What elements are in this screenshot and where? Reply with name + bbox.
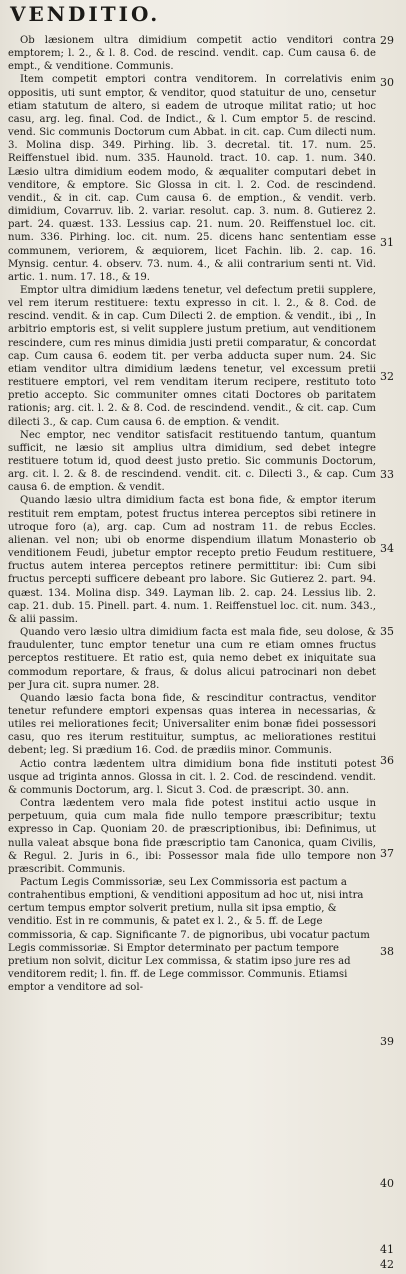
paragraph: Quando vero læsio ultra dimidium facta est mala fide, seu dolose, & fraudulenter, tunc emptor tenetur una cum re etiam omnes fructus perceptos restituere. Et ratio est, quia nemo debet ex iniquitate sua commodum reportare, & fraus, & dolus alicui patrocinari non debet per Jura cit. supra numer. 28. — [8, 627, 376, 691]
paragraph: Actio contra lædentem ultra dimidium bona fide instituti potest usque ad triginta annos. Glossa in cit. l. 2. Cod. de rescindend. vendit. & communis Doctorum, arg. l. Sicut 3. Cod. de præscript. 30. ann. — [8, 758, 376, 796]
paragraph: Ob læsionem ultra dimidium competit actio venditori contra emptorem; l. 2., & l. 8. Cod. de rescind. vendit. cap. Cum causa 6. de empt., & venditione. Communis. — [8, 35, 376, 73]
margin-number: 42 — [380, 1258, 394, 1271]
margin-number: 29 — [380, 34, 394, 47]
paragraph: Nec emptor, nec venditor satisfacit restituendo tantum, quantum sufficit, ne læsio sit amplius ultra dimidium, sed debet integre restituere totum id, quod deest justo pretio. Sic communis Doctorum, arg. cit. l. 2. & 8. de rescindend. vendit. cit. c. Dilecti 3., & cap. Cum causa 6. de emption. & vendit. — [8, 429, 376, 494]
body-text — [8, 34, 376, 994]
margin-number: 39 — [380, 1035, 394, 1048]
paragraph: Quando læsio ultra dimidium facta est bona fide, & emptor iterum restituit rem emptam, potest fructus interea perceptos sibi retinere in utroque foro (a), arg. cap. Cum ad nostram 11. de rebus Eccles. alienan. vel non; ubi ob enorme dispendium illatum Monasterio ob venditionem Feudi, jubetur emptor recepto pretio Feudum restituere, fructus autem interea perceptos retinere permittitur: ibi: Cum sibi fructus percepti sufficere debeant pro labore. Sic Gutierez 2. part. 94. quæst. 134. Molina disp. 349. Layman lib. 2. cap. 24. Lessius lib. 2. cap. 21. dub. 15. Pinell. part. 4. num. 1. Reiffenstuel loc. cit. num. 343., & alii passim. — [8, 495, 376, 625]
paragraph: Item competit emptori contra venditorem. In correlativis enim oppositis, uti sunt emptor, & venditor, quod statuitur de uno, censetur etiam statutum de altero, si eadem de utroque militat ratio; ut hoc casu, arg. leg. final. Cod. de Indict., & l. Cum emptor 5. de rescind. vend. Sic communis Doctorum cum Abbat. in cit. cap. Cum dilecti num. 3. Molina disp. 349. Pirhing. lib. 3. decretal. tit. 17. num. 25. Reiffenstuel ibid. num. 335. Haunold. tract. 10. cap. 1. num. 340. Læsio ultra dimidium eodem modo, & æqualiter computari debet in venditore, & emptore. Sic Glossa in cit. l. 2. Cod. de rescindend. vendit., & in cit. cap. Cum causa 6. de emption., & vendit. verb. dimidium, Covarruv. lib. 2. variar. resolut. cap. 3. num. 8. Gutierez 2. part. 24. quæst. 133. Lessius cap. 21. num. 20. Reiffenstuel loc. cit. num. 336. Pirhing. loc. cit. num. 25. dicens hanc sententiam esse communem, veriorem, & æquiorem, licet Fachin. lib. 2. cap. 16. Mynsig. centur. 4. observ. 73. num. 4., & alii contrarium senti nt. Vid. artic. 1. num. 17. 18., & 19. — [8, 74, 376, 283]
margin-number: 31 — [380, 236, 394, 249]
margin-number: 35 — [380, 625, 394, 638]
margin-number: 34 — [380, 542, 394, 555]
paragraph: Pactum Legis Commissoriæ, seu Lex Commissoria est pactum a contrahentibus emptioni, & venditioni appositum ad hoc ut, nisi intra certum tempus emptor solverit pretium, nulla sit ipsa emptio, & venditio. Est in re communis, & patet ex l. 2., & 5. ff. de Lege commissoria, & cap. Significante 7. de pignoribus, ubi vocatur pactum Legis commissoriæ. Si Emptor determinato per pactum tempore pretium non solvit, dicitur Lex commissa, & statim ipso jure res ad venditorem redit; l. fin. ff. de Lege commissor. Communis. Etiamsi emptor a venditore ad sol- — [8, 877, 370, 994]
margin-number: 32 — [380, 370, 394, 383]
paragraph: Contra lædentem vero mala fide potest institui actio usque in perpetuum, quia cum mala fide nullo tempore præscribitur; textu expresso in Cap. Quoniam 20. de præscriptionibus, ibi: Definimus, ut nulla valeat absque bona fide præscriptio tam Canonica, quam Civilis, & Regul. 2. Juris in 6., ibi: Possessor mala fide ullo tempore non præscribit. Communis. — [8, 798, 376, 875]
margin-number: 30 — [380, 76, 394, 89]
margin-number: 36 — [380, 754, 394, 767]
margin-number: 33 — [380, 468, 394, 481]
margin-number: 40 — [380, 1177, 394, 1190]
margin-number: 37 — [380, 847, 394, 860]
paragraph: Emptor ultra dimidium lædens tenetur, vel defectum pretii supplere, vel rem iterum restituere: textu expresso in cit. l. 2., & 8. Cod. de rescind. vendit. & in cap. Cum Dilecti 2. de emption. & vendit., ibi ,, In arbitrio emptoris est, si velit supplere justum pretium, aut venditionem rescindere, cum res minus dimidia justi pretii comparatur, & concordat cap. Cum causa 6. eodem tit. per verba adducta super num. 24. Sic etiam venditor ultra dimidium lædens tenetur, vel excessum pretii restituere emptori, vel rem venditam iterum recipere, restituto toto pretio accepto. Sic communiter omnes citati Doctores ob paritatem rationis; arg. cit. l. 2. & 8. Cod. de rescindend. vendit., & cit. cap. Cum dilecti 3., & cap. Cum causa 6. de emption. & vendit. — [8, 284, 376, 428]
margin-number: 38 — [380, 945, 394, 958]
paragraph: Quando læsio facta bona fide, & rescinditur contractus, venditor tenetur refundere emptori expensas quas interea in necessarias, & utiles rei meliorationes fecit; Universaliter enim bonæ fidei possessori casu, quo res iterum restituitur, sumptus, ac meliorationes restitui debent; leg. Si prædium 16. Cod. de prædiis minor. Communis. — [8, 692, 376, 757]
margin-number: 41 — [380, 1243, 394, 1256]
margin-numbers — [378, 0, 406, 1274]
page-header-title: VENDITIO. — [10, 2, 161, 26]
